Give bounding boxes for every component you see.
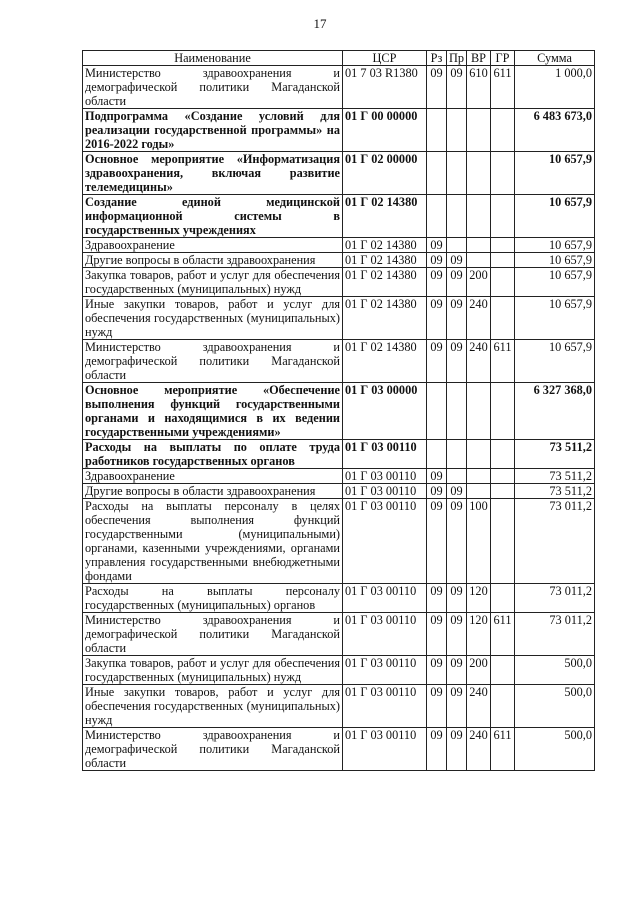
row-rz-cell: 09 bbox=[427, 340, 447, 383]
row-csr-cell: 01 Г 03 00110 bbox=[343, 499, 427, 584]
row-sum-cell: 10 657,9 bbox=[515, 340, 595, 383]
row-csr-cell: 01 Г 03 00110 bbox=[343, 440, 427, 469]
row-pr-cell bbox=[447, 195, 467, 238]
row-vr-cell bbox=[467, 440, 491, 469]
row-name-cell: Здравоохранение bbox=[83, 238, 343, 253]
row-rz-cell: 09 bbox=[427, 484, 447, 499]
row-name-cell: Основное мероприятие «Информатизация здравоохранения, включая развитие телемедицины» bbox=[83, 152, 343, 195]
row-name-cell: Иные закупки товаров, работ и услуг для обеспечения государственных (муниципальных) нужд bbox=[83, 297, 343, 340]
row-csr-cell: 01 Г 03 00110 bbox=[343, 728, 427, 771]
row-name-cell: Закупка товаров, работ и услуг для обеспечения государственных (муниципальных) нужд bbox=[83, 268, 343, 297]
row-rz-cell: 09 bbox=[427, 584, 447, 613]
row-pr-cell: 09 bbox=[447, 268, 467, 297]
table-row bbox=[83, 728, 595, 771]
header-rz: Рз bbox=[427, 51, 447, 66]
row-gr-cell bbox=[491, 253, 515, 268]
row-rz-cell bbox=[427, 109, 447, 152]
row-pr-cell bbox=[447, 469, 467, 484]
row-csr-cell: 01 Г 02 14380 bbox=[343, 253, 427, 268]
table-row bbox=[83, 469, 595, 484]
table-row bbox=[83, 656, 595, 685]
row-sum-cell: 500,0 bbox=[515, 728, 595, 771]
table-row bbox=[83, 685, 595, 728]
row-name-cell: Расходы на выплаты по оплате труда работников государственных органов bbox=[83, 440, 343, 469]
row-name-cell: Министерство здравоохранения и демографической политики Магаданской области bbox=[83, 66, 343, 109]
row-csr-cell: 01 Г 02 14380 bbox=[343, 268, 427, 297]
row-pr-cell: 09 bbox=[447, 584, 467, 613]
row-vr-cell: 610 bbox=[467, 66, 491, 109]
header-sum: Сумма bbox=[515, 51, 595, 66]
table-body bbox=[83, 66, 595, 771]
row-vr-cell bbox=[467, 253, 491, 268]
row-sum-cell: 10 657,9 bbox=[515, 195, 595, 238]
table-row bbox=[83, 297, 595, 340]
row-pr-cell: 09 bbox=[447, 340, 467, 383]
row-sum-cell: 73 011,2 bbox=[515, 499, 595, 584]
header-csr: ЦСР bbox=[343, 51, 427, 66]
row-sum-cell: 500,0 bbox=[515, 656, 595, 685]
row-vr-cell: 200 bbox=[467, 268, 491, 297]
row-name-cell: Министерство здравоохранения и демографической политики Магаданской области bbox=[83, 613, 343, 656]
row-gr-cell bbox=[491, 383, 515, 440]
row-vr-cell bbox=[467, 383, 491, 440]
row-csr-cell: 01 Г 02 14380 bbox=[343, 238, 427, 253]
table-row bbox=[83, 484, 595, 499]
row-rz-cell bbox=[427, 152, 447, 195]
row-name-cell: Основное мероприятие «Обеспечение выполнения функций государственными органами и находящимися в их ведении государственными учреждениями» bbox=[83, 383, 343, 440]
row-csr-cell: 01 Г 02 14380 bbox=[343, 195, 427, 238]
table-row bbox=[83, 253, 595, 268]
row-gr-cell bbox=[491, 685, 515, 728]
row-name-cell: Создание единой медицинской информационной системы в государственных учреждениях bbox=[83, 195, 343, 238]
header-vr: ВР bbox=[467, 51, 491, 66]
row-vr-cell: 240 bbox=[467, 728, 491, 771]
row-rz-cell: 09 bbox=[427, 253, 447, 268]
row-vr-cell bbox=[467, 469, 491, 484]
row-gr-cell bbox=[491, 484, 515, 499]
row-vr-cell: 240 bbox=[467, 297, 491, 340]
row-gr-cell bbox=[491, 584, 515, 613]
row-sum-cell: 10 657,9 bbox=[515, 152, 595, 195]
row-pr-cell: 09 bbox=[447, 484, 467, 499]
row-name-cell: Министерство здравоохранения и демографической политики Магаданской области bbox=[83, 728, 343, 771]
row-rz-cell: 09 bbox=[427, 499, 447, 584]
row-vr-cell bbox=[467, 195, 491, 238]
row-csr-cell: 01 Г 02 00000 bbox=[343, 152, 427, 195]
row-gr-cell bbox=[491, 499, 515, 584]
row-pr-cell: 09 bbox=[447, 728, 467, 771]
row-name-cell: Расходы на выплаты персоналу государственных (муниципальных) органов bbox=[83, 584, 343, 613]
row-name-cell: Расходы на выплаты персоналу в целях обеспечения выполнения функций государственными (муниципальными) органами, казенными учреждениями, органами управления государственными внебюджетными фондами bbox=[83, 499, 343, 584]
row-gr-cell bbox=[491, 152, 515, 195]
row-sum-cell: 10 657,9 bbox=[515, 238, 595, 253]
row-pr-cell bbox=[447, 238, 467, 253]
row-rz-cell: 09 bbox=[427, 613, 447, 656]
row-sum-cell: 10 657,9 bbox=[515, 297, 595, 340]
table-row bbox=[83, 268, 595, 297]
budget-table bbox=[82, 50, 595, 771]
row-gr-cell bbox=[491, 469, 515, 484]
row-rz-cell: 09 bbox=[427, 268, 447, 297]
row-pr-cell bbox=[447, 152, 467, 195]
table-row bbox=[83, 613, 595, 656]
row-pr-cell bbox=[447, 109, 467, 152]
row-pr-cell: 09 bbox=[447, 66, 467, 109]
table-row bbox=[83, 383, 595, 440]
row-sum-cell: 73 011,2 bbox=[515, 584, 595, 613]
row-csr-cell: 01 Г 03 00110 bbox=[343, 656, 427, 685]
row-sum-cell: 73 511,2 bbox=[515, 440, 595, 469]
row-name-cell: Другие вопросы в области здравоохранения bbox=[83, 253, 343, 268]
row-rz-cell: 09 bbox=[427, 238, 447, 253]
row-vr-cell bbox=[467, 152, 491, 195]
row-csr-cell: 01 Г 03 00000 bbox=[343, 383, 427, 440]
row-vr-cell bbox=[467, 109, 491, 152]
row-csr-cell: 01 Г 03 00110 bbox=[343, 685, 427, 728]
row-csr-cell: 01 Г 03 00110 bbox=[343, 613, 427, 656]
row-name-cell: Другие вопросы в области здравоохранения bbox=[83, 484, 343, 499]
header-row bbox=[83, 51, 595, 66]
table-row bbox=[83, 584, 595, 613]
row-pr-cell: 09 bbox=[447, 253, 467, 268]
header-name: Наименование bbox=[83, 51, 343, 66]
row-pr-cell: 09 bbox=[447, 685, 467, 728]
row-vr-cell: 200 bbox=[467, 656, 491, 685]
row-gr-cell: 611 bbox=[491, 613, 515, 656]
row-rz-cell: 09 bbox=[427, 66, 447, 109]
table-row bbox=[83, 238, 595, 253]
row-csr-cell: 01 Г 02 14380 bbox=[343, 297, 427, 340]
row-sum-cell: 500,0 bbox=[515, 685, 595, 728]
row-vr-cell: 120 bbox=[467, 584, 491, 613]
row-gr-cell: 611 bbox=[491, 728, 515, 771]
row-sum-cell: 10 657,9 bbox=[515, 268, 595, 297]
row-vr-cell: 120 bbox=[467, 613, 491, 656]
page-number: 17 bbox=[313, 16, 327, 31]
row-vr-cell: 100 bbox=[467, 499, 491, 584]
row-name-cell: Здравоохранение bbox=[83, 469, 343, 484]
row-rz-cell: 09 bbox=[427, 297, 447, 340]
row-csr-cell: 01 Г 03 00110 bbox=[343, 584, 427, 613]
row-sum-cell: 6 327 368,0 bbox=[515, 383, 595, 440]
row-vr-cell bbox=[467, 238, 491, 253]
row-pr-cell: 09 bbox=[447, 613, 467, 656]
row-vr-cell bbox=[467, 484, 491, 499]
table-row bbox=[83, 152, 595, 195]
row-pr-cell bbox=[447, 383, 467, 440]
table-row bbox=[83, 195, 595, 238]
row-name-cell: Министерство здравоохранения и демографической политики Магаданской области bbox=[83, 340, 343, 383]
table-row bbox=[83, 109, 595, 152]
row-sum-cell: 10 657,9 bbox=[515, 253, 595, 268]
row-sum-cell: 73 011,2 bbox=[515, 613, 595, 656]
row-gr-cell: 611 bbox=[491, 66, 515, 109]
row-pr-cell: 09 bbox=[447, 297, 467, 340]
row-rz-cell bbox=[427, 383, 447, 440]
row-pr-cell: 09 bbox=[447, 499, 467, 584]
row-rz-cell: 09 bbox=[427, 728, 447, 771]
row-name-cell: Закупка товаров, работ и услуг для обеспечения государственных (муниципальных) нужд bbox=[83, 656, 343, 685]
row-gr-cell bbox=[491, 297, 515, 340]
row-csr-cell: 01 Г 03 00110 bbox=[343, 484, 427, 499]
row-rz-cell bbox=[427, 440, 447, 469]
row-vr-cell: 240 bbox=[467, 685, 491, 728]
row-sum-cell: 6 483 673,0 bbox=[515, 109, 595, 152]
row-csr-cell: 01 Г 03 00110 bbox=[343, 469, 427, 484]
row-gr-cell bbox=[491, 238, 515, 253]
row-sum-cell: 73 511,2 bbox=[515, 469, 595, 484]
row-gr-cell bbox=[491, 195, 515, 238]
table-row bbox=[83, 66, 595, 109]
row-gr-cell bbox=[491, 268, 515, 297]
row-sum-cell: 73 511,2 bbox=[515, 484, 595, 499]
row-csr-cell: 01 Г 02 14380 bbox=[343, 340, 427, 383]
row-pr-cell: 09 bbox=[447, 656, 467, 685]
row-gr-cell: 611 bbox=[491, 340, 515, 383]
header-gr: ГР bbox=[491, 51, 515, 66]
table-row bbox=[83, 499, 595, 584]
table-row bbox=[83, 340, 595, 383]
row-rz-cell: 09 bbox=[427, 685, 447, 728]
row-sum-cell: 1 000,0 bbox=[515, 66, 595, 109]
header-pr: Пр bbox=[447, 51, 467, 66]
row-rz-cell bbox=[427, 195, 447, 238]
row-gr-cell bbox=[491, 109, 515, 152]
row-rz-cell: 09 bbox=[427, 656, 447, 685]
row-csr-cell: 01 Г 00 00000 bbox=[343, 109, 427, 152]
row-gr-cell bbox=[491, 656, 515, 685]
row-vr-cell: 240 bbox=[467, 340, 491, 383]
row-name-cell: Иные закупки товаров, работ и услуг для обеспечения государственных (муниципальных) нужд bbox=[83, 685, 343, 728]
row-csr-cell: 01 7 03 R1380 bbox=[343, 66, 427, 109]
row-name-cell: Подпрограмма «Создание условий для реализации государственной программы» на 2016-2022 годы» bbox=[83, 109, 343, 152]
row-rz-cell: 09 bbox=[427, 469, 447, 484]
table-row bbox=[83, 440, 595, 469]
row-pr-cell bbox=[447, 440, 467, 469]
row-gr-cell bbox=[491, 440, 515, 469]
